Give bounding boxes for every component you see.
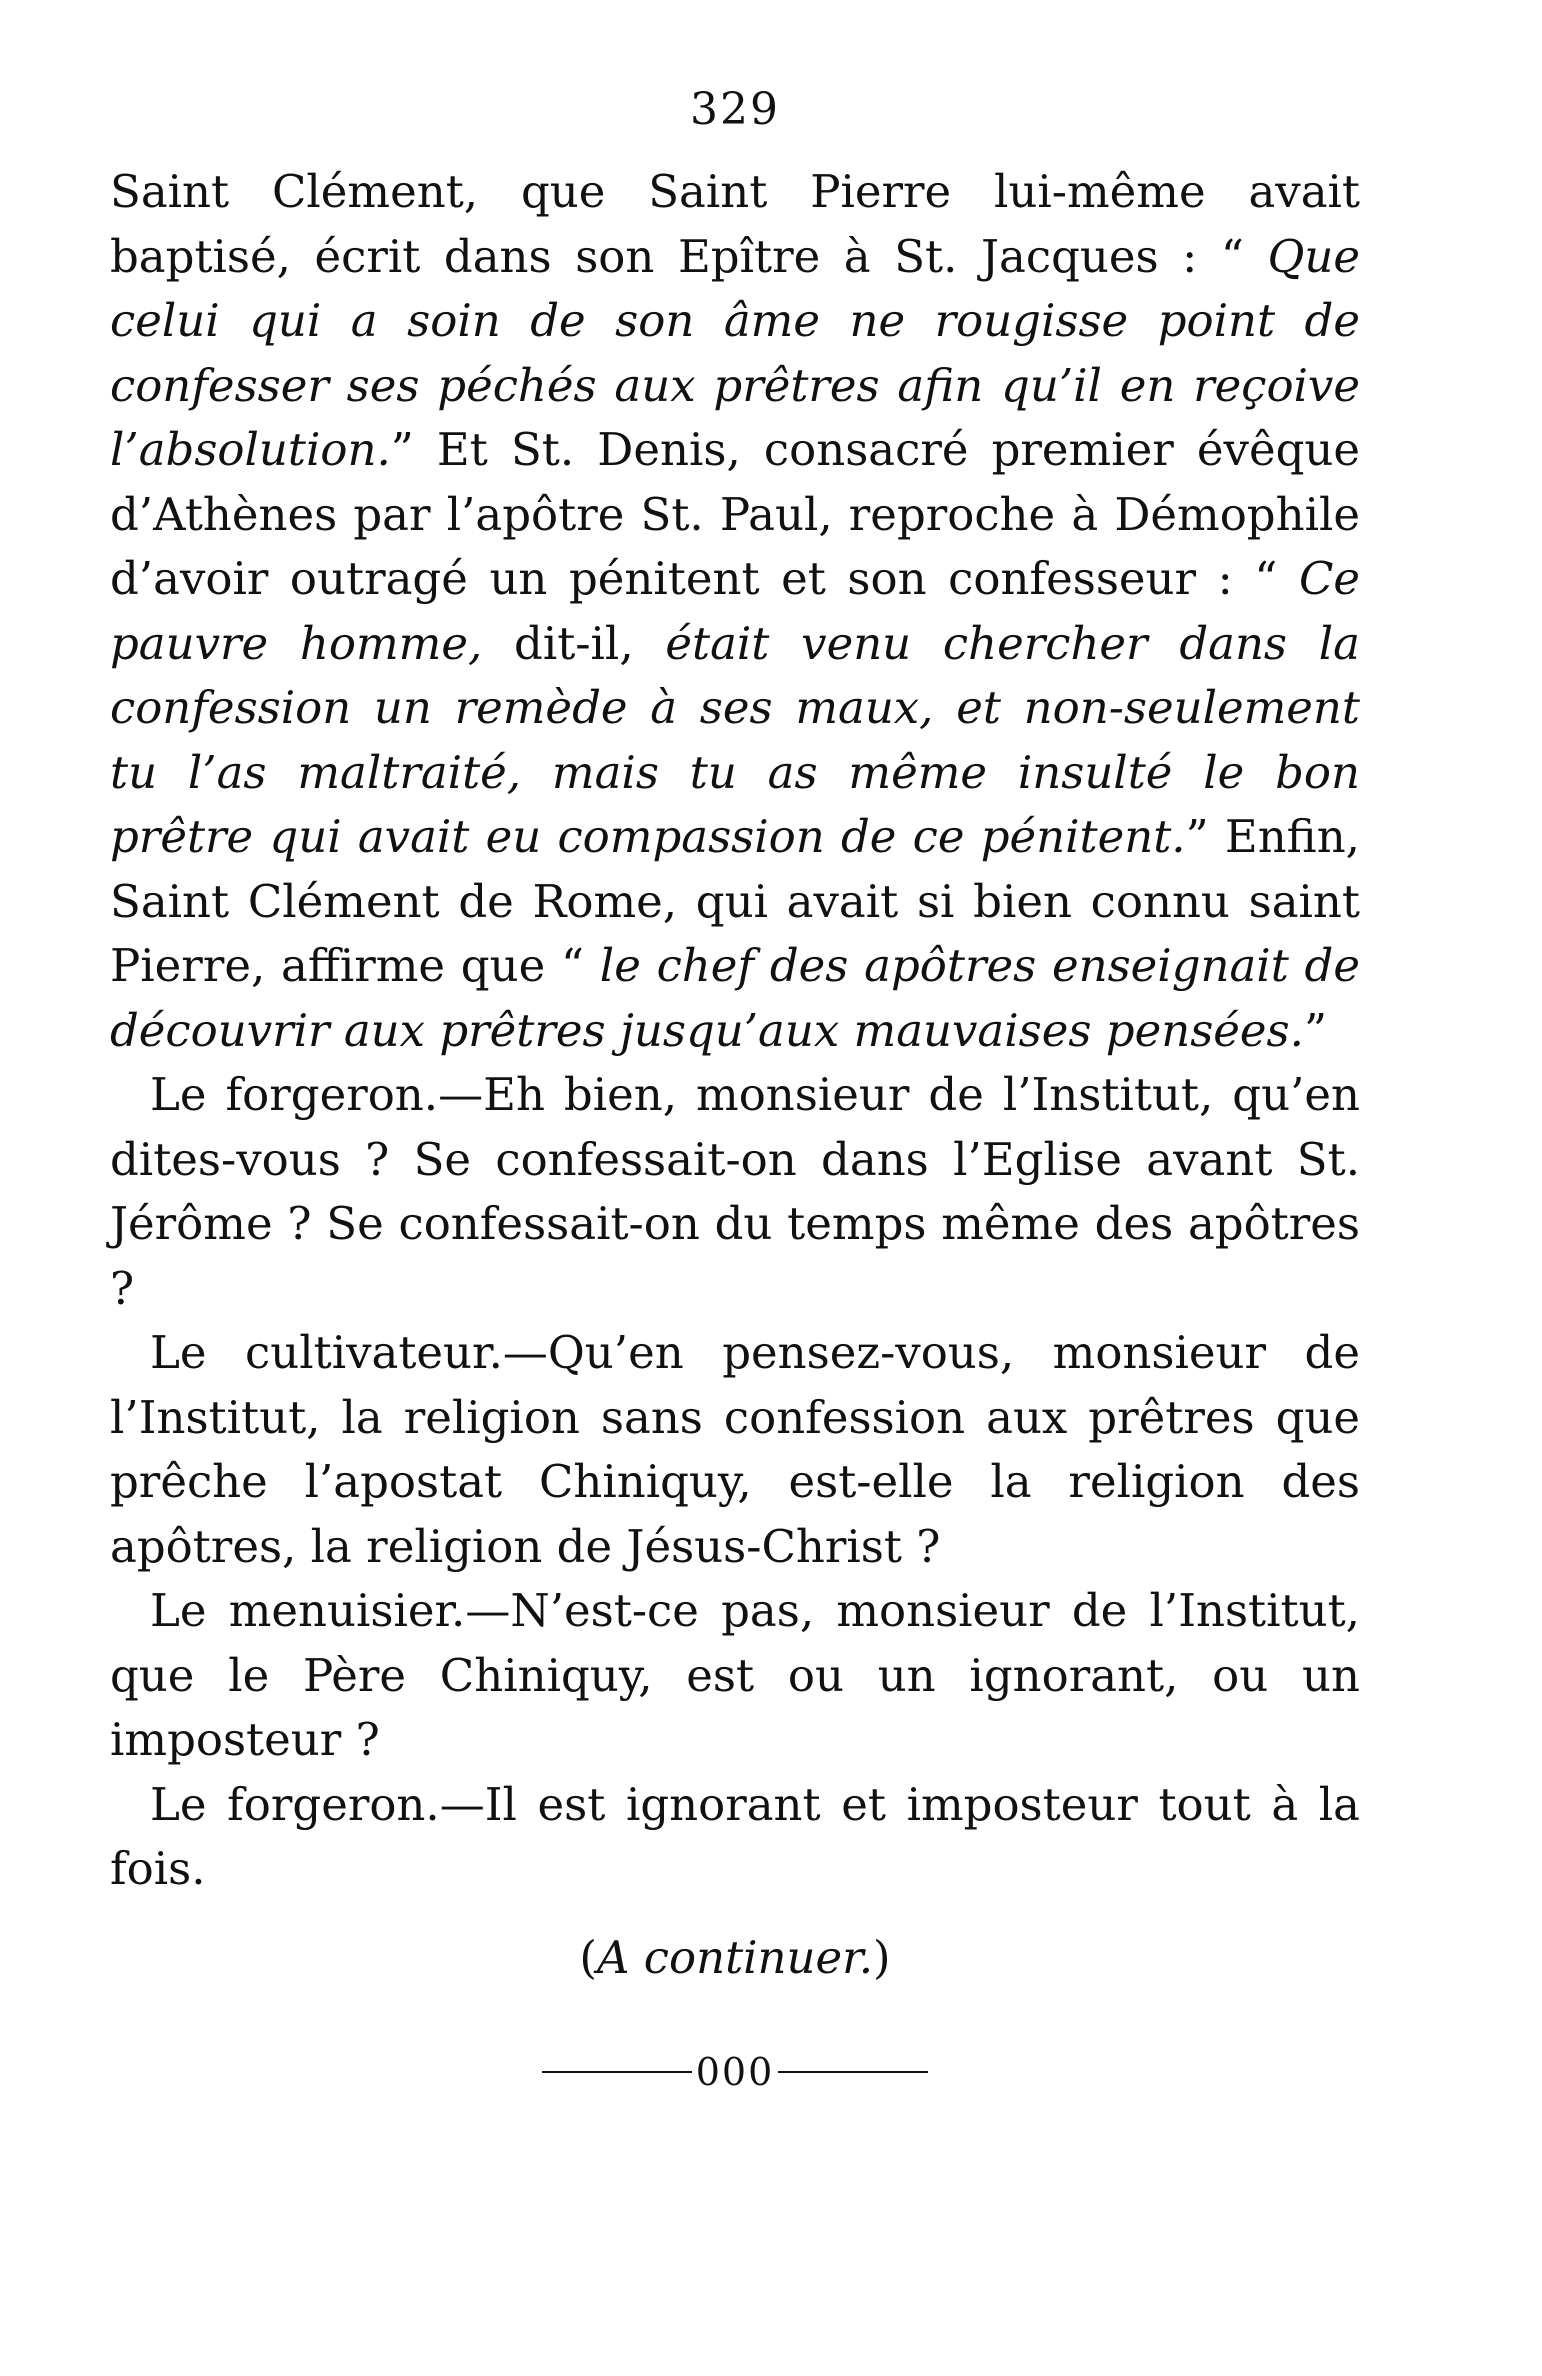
- continuation-text: A continuer.: [596, 1930, 874, 1984]
- continuation-note: (A continuer.): [579, 1930, 891, 1984]
- quote-clement-rome: le chef des apôtres enseignait de découvrir aux prêtres jusqu’aux mauvaises pensées.: [110, 939, 1360, 1057]
- dialogue-forgeron-2: Le forgeron.—Il est ignorant et imposteur tout à la fois.: [110, 1777, 1360, 1895]
- separator-rule-left: [542, 2071, 692, 2073]
- text-run: Saint Clément, que Saint Pierre lui-même avait baptisé, écrit dans son Epître à St. Jacques : “: [110, 165, 1360, 283]
- separator-mark: 000: [695, 2049, 775, 2094]
- text-run: ” Et St. Denis, consacré premier évêque d’Athènes par l’apôtre St. Paul, reproche à Démophile d’avoir outragé un pénitent et son confesseur : “: [110, 423, 1360, 605]
- separator-rule-right: [778, 2071, 928, 2073]
- text-run: ”: [1303, 1003, 1327, 1057]
- dialogue-menuisier: Le menuisier.—N’est-ce pas, monsieur de l’Institut, que le Père Chiniquy, est ou un ignorant, ou un imposteur ?: [110, 1584, 1360, 1766]
- section-separator: [110, 2050, 1360, 2094]
- book-page: [110, 80, 1360, 2310]
- page-number: 329: [690, 84, 780, 135]
- quote-denis-b: était venu chercher dans la confession un remède à ses maux, et non-seulement tu l’as maltraité, mais tu as même insulté le bon prêtre qui avait eu compassion de ce pénitent.: [110, 616, 1360, 863]
- dialogue-forgeron-1: Le forgeron.—Eh bien, monsieur de l’Institut, qu’en dites-vous ? Se confessait-on dans l’Eglise avant St. Jérôme ? Se confessait-on du temps même des apôtres ?: [110, 1068, 1360, 1315]
- dialogue-cultivateur: Le cultivateur.—Qu’en pensez-vous, monsieur de l’Institut, la religion sans confession aux prêtres que prêche l’apostat Chiniquy, est-elle la religion des apôtres, la religion de Jésus-Christ ?: [110, 1326, 1360, 1573]
- text-run: dit-il,: [482, 616, 666, 670]
- body-text: [110, 160, 1360, 1902]
- quote-denis-a: Ce pauvre homme,: [110, 552, 1360, 670]
- quote-clement: Que celui qui a soin de son âme ne rougisse point de confesser ses péchés aux prêtres afin qu’il en reçoive l’absolution.: [110, 229, 1360, 476]
- paragraph-citations: [110, 160, 1360, 1063]
- text-run: ” Enfin, Saint Clément de Rome, qui avait si bien connu saint Pierre, affirme que “: [110, 810, 1360, 992]
